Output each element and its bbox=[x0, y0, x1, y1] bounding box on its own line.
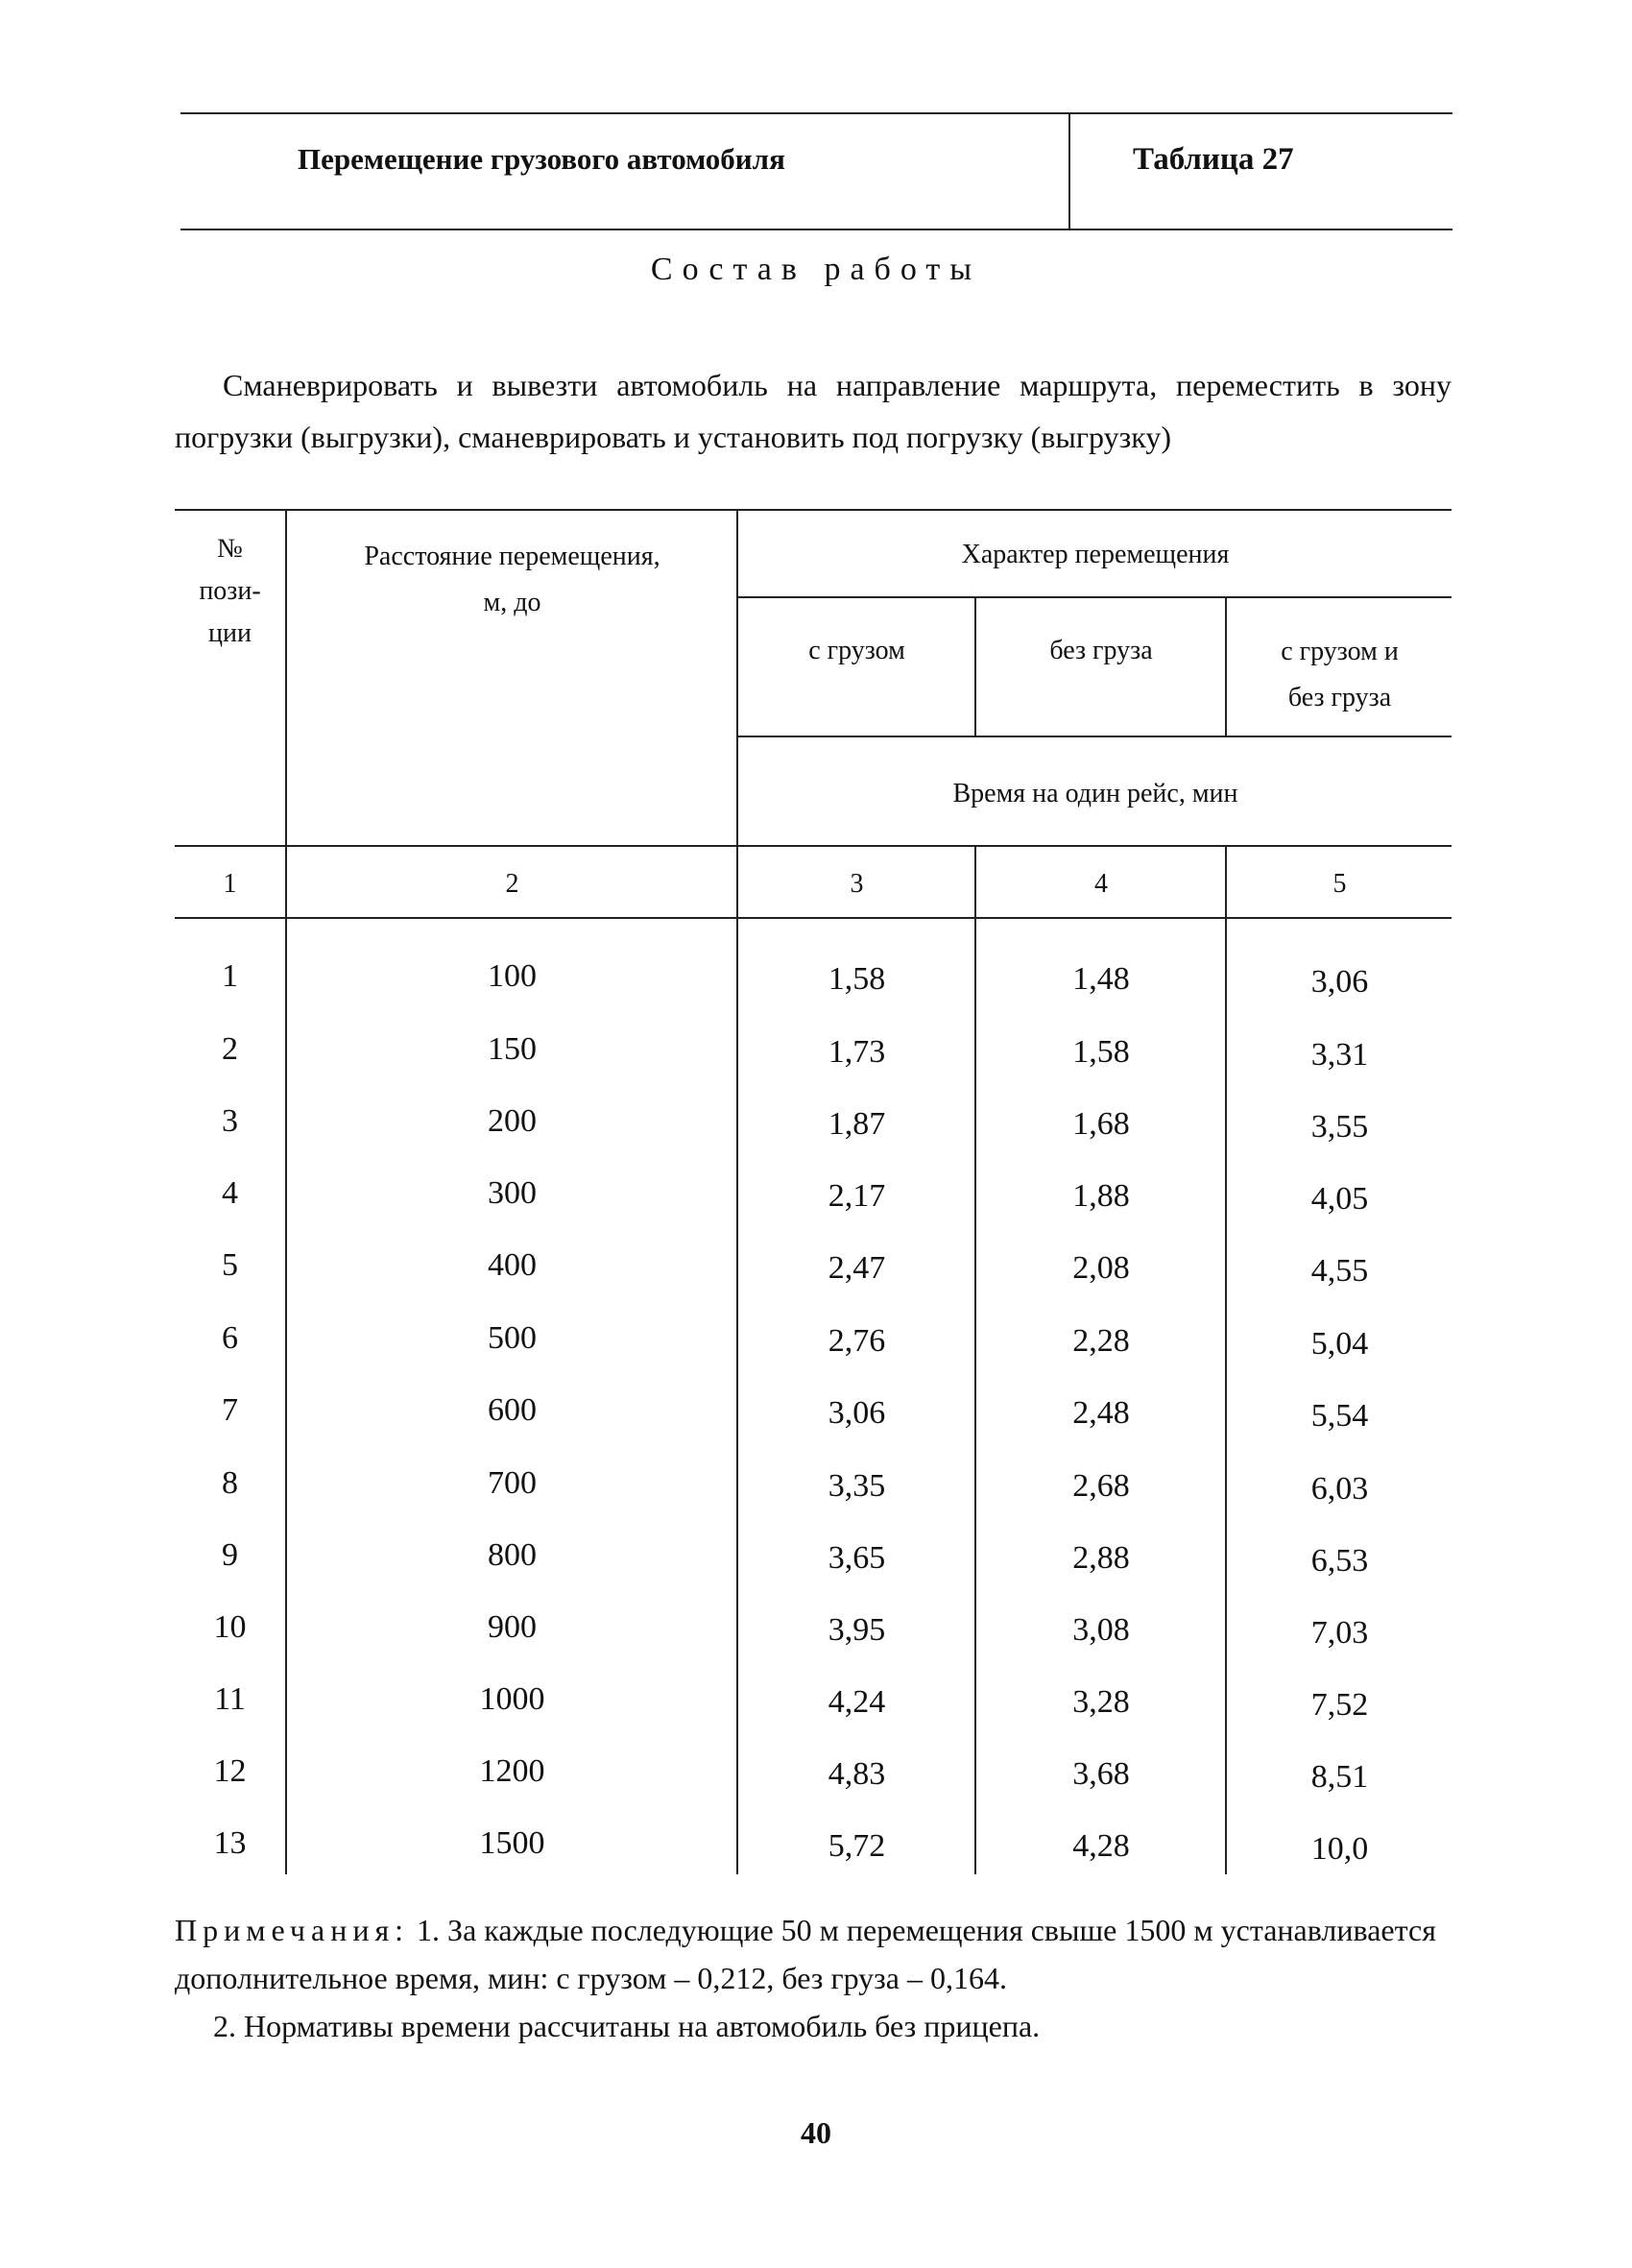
table-header-bottom-rule bbox=[175, 845, 1452, 847]
cell-position: 4 bbox=[222, 1175, 238, 1211]
cell-position: 5 bbox=[222, 1247, 238, 1283]
header-both-line-2: без груза bbox=[1287, 683, 1392, 712]
header-position-line-2: пози- bbox=[199, 576, 261, 606]
cell-total: 6,03 bbox=[1310, 1471, 1369, 1507]
notes-label: Примечания: bbox=[175, 1913, 410, 1947]
cell-total: 7,03 bbox=[1310, 1615, 1369, 1651]
note-2: 2. Нормативы времени рассчитаны на автомобиль без прицепа. bbox=[213, 2009, 1041, 2043]
header-position-line-1: № bbox=[217, 534, 243, 564]
cell-without-load: 3,28 bbox=[1072, 1684, 1130, 1720]
cell-with-load: 4,83 bbox=[828, 1756, 886, 1792]
cell-total: 7,52 bbox=[1310, 1687, 1369, 1723]
header-distance-line-2: м, до bbox=[483, 588, 541, 617]
cell-with-load: 1,87 bbox=[828, 1106, 886, 1142]
cell-without-load: 1,68 bbox=[1072, 1106, 1130, 1142]
colnum-3: 3 bbox=[850, 869, 864, 899]
cell-without-load: 1,88 bbox=[1072, 1178, 1130, 1214]
cell-distance: 1500 bbox=[479, 1825, 545, 1861]
cell-position: 11 bbox=[214, 1681, 246, 1717]
cell-with-load: 2,17 bbox=[828, 1178, 886, 1214]
document-title: Перемещение грузового автомобиля bbox=[298, 142, 785, 176]
header-position-line-3: ции bbox=[208, 618, 252, 648]
cell-position: 6 bbox=[222, 1320, 238, 1356]
cell-distance: 1200 bbox=[479, 1753, 545, 1789]
cell-with-load: 5,72 bbox=[828, 1828, 886, 1864]
cell-with-load: 1,58 bbox=[828, 961, 886, 997]
cell-total: 10,0 bbox=[1310, 1831, 1369, 1867]
cell-distance: 800 bbox=[488, 1537, 537, 1573]
cell-distance: 900 bbox=[488, 1609, 537, 1645]
table-vrule-2 bbox=[736, 509, 738, 1874]
table-vrule-4 bbox=[1225, 596, 1227, 736]
cell-without-load: 1,58 bbox=[1072, 1034, 1130, 1070]
table-vrule-1 bbox=[285, 509, 287, 1874]
colnum-4: 4 bbox=[1094, 869, 1108, 899]
cell-position: 7 bbox=[222, 1392, 238, 1428]
cell-with-load: 2,76 bbox=[828, 1323, 886, 1359]
cell-without-load: 2,28 bbox=[1072, 1323, 1130, 1359]
colnum-2: 2 bbox=[505, 869, 519, 899]
cell-position: 10 bbox=[213, 1609, 247, 1645]
cell-total: 4,55 bbox=[1310, 1253, 1369, 1289]
colnum-5: 5 bbox=[1332, 869, 1347, 899]
header-distance-line-1: Расстояние перемещения, bbox=[364, 542, 660, 571]
cell-distance: 1000 bbox=[479, 1681, 545, 1717]
cell-distance: 150 bbox=[488, 1031, 537, 1067]
cell-position: 1 bbox=[222, 958, 238, 994]
table-group-rule bbox=[736, 596, 1452, 598]
cell-position: 8 bbox=[222, 1465, 238, 1501]
cell-distance: 400 bbox=[488, 1247, 537, 1283]
cell-total: 4,05 bbox=[1310, 1181, 1369, 1217]
cell-distance: 500 bbox=[488, 1320, 537, 1356]
note-1-text: 1. За каждые последующие 50 м перемещения свыше 1500 м устанавливается дополнительное время, мин: с грузом – 0,212, без груза – 0,164. bbox=[175, 1913, 1436, 1995]
table-colnum-rule bbox=[175, 917, 1452, 919]
cell-position: 13 bbox=[213, 1825, 247, 1861]
cell-total: 3,55 bbox=[1310, 1109, 1369, 1145]
cell-without-load: 1,48 bbox=[1072, 961, 1130, 997]
cell-without-load: 2,88 bbox=[1072, 1540, 1130, 1576]
cell-with-load: 3,95 bbox=[828, 1612, 886, 1648]
work-description: Сманеврировать и вывезти автомобиль на направление маршрута, переместить в зону погрузки (выгрузки), сманеврировать и установить под погрузку (выгрузку) bbox=[175, 368, 1452, 454]
cell-total: 6,53 bbox=[1310, 1543, 1369, 1579]
header-distance bbox=[288, 534, 736, 626]
cell-position: 12 bbox=[213, 1753, 247, 1789]
note-1 bbox=[175, 1906, 1452, 2002]
cell-with-load: 2,47 bbox=[828, 1250, 886, 1286]
table-top-rule bbox=[175, 509, 1452, 511]
cell-total: 8,51 bbox=[1310, 1759, 1369, 1795]
header-bottom-rule bbox=[180, 229, 1452, 230]
section-title: Состав работы bbox=[650, 252, 982, 287]
cell-with-load: 3,06 bbox=[828, 1395, 886, 1431]
cell-total: 3,06 bbox=[1310, 964, 1369, 1000]
table-label: Таблица 27 bbox=[1133, 142, 1294, 177]
cell-total: 5,04 bbox=[1310, 1326, 1369, 1362]
header-both-line-1: с грузом и bbox=[1281, 637, 1399, 666]
cell-without-load: 2,48 bbox=[1072, 1395, 1130, 1431]
notes bbox=[175, 1906, 1452, 2050]
cell-position: 3 bbox=[222, 1103, 238, 1139]
cell-with-load: 3,65 bbox=[828, 1540, 886, 1576]
table-subheader-rule bbox=[736, 736, 1452, 737]
table-vrule-3 bbox=[974, 596, 976, 736]
cell-without-load: 2,08 bbox=[1072, 1250, 1130, 1286]
cell-distance: 700 bbox=[488, 1465, 537, 1501]
header-top-rule bbox=[180, 112, 1452, 114]
cell-distance: 300 bbox=[488, 1175, 537, 1211]
cell-without-load: 4,28 bbox=[1072, 1828, 1130, 1864]
header-time-per-trip: Время на один рейс, мин bbox=[952, 779, 1238, 808]
cell-without-load: 3,08 bbox=[1072, 1612, 1130, 1648]
cell-with-load: 4,24 bbox=[828, 1684, 886, 1720]
header-with-load: с грузом bbox=[808, 636, 905, 665]
cell-with-load: 1,73 bbox=[828, 1034, 886, 1070]
cell-position: 2 bbox=[222, 1031, 238, 1067]
colnum-1: 1 bbox=[223, 869, 237, 899]
table-vrule-4b bbox=[1225, 845, 1227, 1874]
cell-position: 9 bbox=[222, 1537, 238, 1573]
header-divider bbox=[1068, 112, 1070, 229]
header-without-load: без груза bbox=[1049, 636, 1153, 665]
page-number: 40 bbox=[801, 2115, 831, 2150]
header-position bbox=[175, 528, 285, 655]
cell-distance: 600 bbox=[488, 1392, 537, 1428]
cell-distance: 100 bbox=[488, 958, 537, 994]
table-vrule-3b bbox=[974, 845, 976, 1874]
header-movement-type: Характер перемещения bbox=[961, 540, 1230, 569]
header-with-and-without-load bbox=[1228, 629, 1452, 721]
cell-total: 5,54 bbox=[1310, 1398, 1369, 1434]
cell-with-load: 3,35 bbox=[828, 1468, 886, 1504]
cell-distance: 200 bbox=[488, 1103, 537, 1139]
cell-without-load: 2,68 bbox=[1072, 1468, 1130, 1504]
cell-total: 3,31 bbox=[1310, 1037, 1369, 1073]
cell-without-load: 3,68 bbox=[1072, 1756, 1130, 1792]
